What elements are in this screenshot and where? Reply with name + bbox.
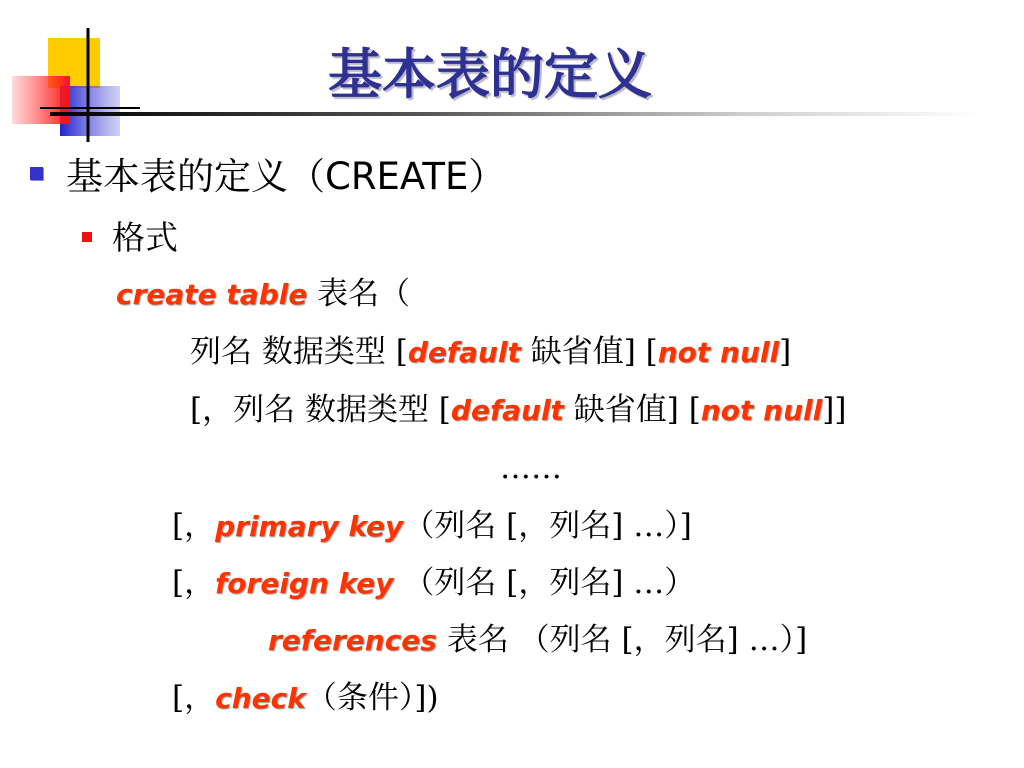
keyword-not-null: not null <box>657 336 780 369</box>
keyword-create-table: create table <box>116 278 308 311</box>
level2-bullet-text: 格式 <box>112 218 178 257</box>
syntax-text: 缺省值] [ <box>520 334 658 370</box>
syntax-text: [， <box>172 565 216 601</box>
syntax-text: [， <box>172 680 216 716</box>
syntax-text: [， <box>172 508 216 544</box>
syntax-line-foreign-key <box>172 563 695 604</box>
syntax-text: 缺省值] [ <box>563 392 701 428</box>
syntax-text: 表名 （列名 [，列名] …）] <box>436 622 808 658</box>
slide-title: 基本表的定义 <box>328 43 652 106</box>
syntax-ellipsis: …… <box>500 450 562 486</box>
syntax-text: 表名（ <box>307 276 411 312</box>
keyword-foreign-key: foreign key <box>215 567 394 600</box>
level1-bullet-marker <box>30 167 43 180</box>
level1-bullet-text: 基本表的定义（CREATE） <box>66 155 506 198</box>
title-underline <box>50 112 980 116</box>
syntax-line-column-def <box>190 332 791 373</box>
keyword-default: default <box>407 336 521 369</box>
keyword-primary-key: primary key <box>215 510 404 543</box>
keyword-references: references <box>268 624 437 657</box>
keyword-default: default <box>450 394 564 427</box>
syntax-text: [，列名 数据类型 [ <box>190 392 451 428</box>
syntax-line-primary-key <box>172 506 692 547</box>
keyword-not-null: not null <box>700 394 823 427</box>
syntax-text: ] <box>779 334 792 370</box>
syntax-text: 列名 数据类型 [ <box>190 334 408 370</box>
syntax-text: （列名 [，列名] …） <box>393 565 696 601</box>
syntax-line-references <box>268 620 807 661</box>
keyword-check: check <box>215 682 306 715</box>
syntax-text: （条件）]) <box>305 680 439 716</box>
slide-logo-graphic <box>0 0 160 150</box>
syntax-line-create-table <box>116 274 410 315</box>
syntax-line-check <box>172 678 439 719</box>
syntax-text: （列名 [，列名] …）] <box>403 508 692 544</box>
syntax-line-column-def-optional <box>190 390 846 431</box>
level2-bullet-marker <box>82 232 92 242</box>
syntax-text: ]] <box>822 392 847 428</box>
